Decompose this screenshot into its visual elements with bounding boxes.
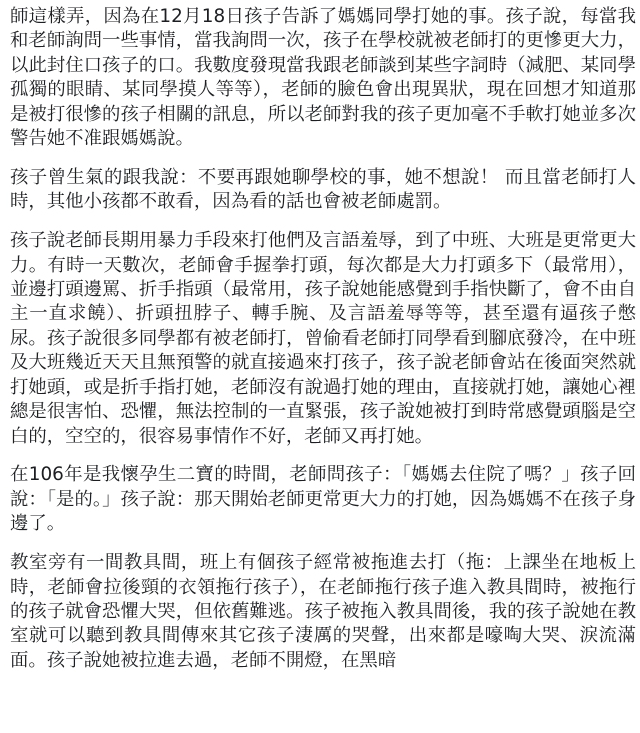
post-body: [10, 5, 636, 688]
paragraph-2: 孩子曾生氣的跟我說：不要再跟她聊學校的事，她不想說！ 而且當老師打人時，其他小孩都不敢看，因為看的話也會被老師處罰。: [10, 166, 636, 213]
paragraph-4: 在106年是我懷孕生二寶的時間，老師問孩子：「媽媽去住院了嗎？」孩子回說：「是的。」孩子說：那天開始老師更常更大力的打她，因為媽媽不在孩子身邊了。: [10, 464, 636, 535]
paragraph-1: 師這樣弄，因為在12月18日孩子告訴了媽媽同學打她的事。孩子說，每當我和老師詢問一些事情，當我詢問一次，孩子在學校就被老師打的更慘更大力，以此封住口孩子的口。我數度發現當我跟老師談到某些字詞時（減肥、某同學孤獨的眼睛、某同學摸人等等），老師的臉色會出現異狀，現在回想才知道那是被打很慘的孩子相關的訊息，所以老師對我的孩子更加毫不手軟打她並多次警告她不准跟媽媽說。: [10, 6, 636, 150]
paragraph-5: 教室旁有一間教具間，班上有個孩子經常被拖進去打（拖：上課坐在地板上時，老師會拉後頸的衣領拖行孩子），在老師拖行孩子進入教具間時，被拖行的孩子就會恐懼大哭，但依舊難逃。孩子被拖入教具間後，我的孩子說她在教室就可以聽到教具間傳來其它孩子淒厲的哭聲，出來都是嚎啕大哭、淚流滿面。孩子說她被拉進去過，老師不開燈，在黑暗: [10, 552, 636, 671]
paragraph-3: 孩子說老師長期用暴力手段來打他們及言語羞辱，到了中班、大班是更常更大力。有時一天數次，老師會手握拳打頭，每次都是大力打頭多下（最常用），並邊打頭邊罵、折手指頭（最常用，孩子說她能感覺到手指快斷了，會不由自主一直求饒）、折頭扭脖子、轉手腕、及言語羞辱等等，甚至還有逼孩子憋尿。孩子說很多同學都有被老師打，曾偷看老師打同學看到腳底發冷，在中班及大班幾近天天且無預警的就直接過來打孩子，孩子說老師會站在後面突然就打她頭，或是折手指打她，老師沒有說過打她的理由，直接就打她，讓她心裡總是很害怕、恐懼，無法控制的一直緊張，孩子說她被打到時常感覺頭腦是空白的，空空的，很容易事情作不好，老師又再打她。: [10, 230, 636, 447]
